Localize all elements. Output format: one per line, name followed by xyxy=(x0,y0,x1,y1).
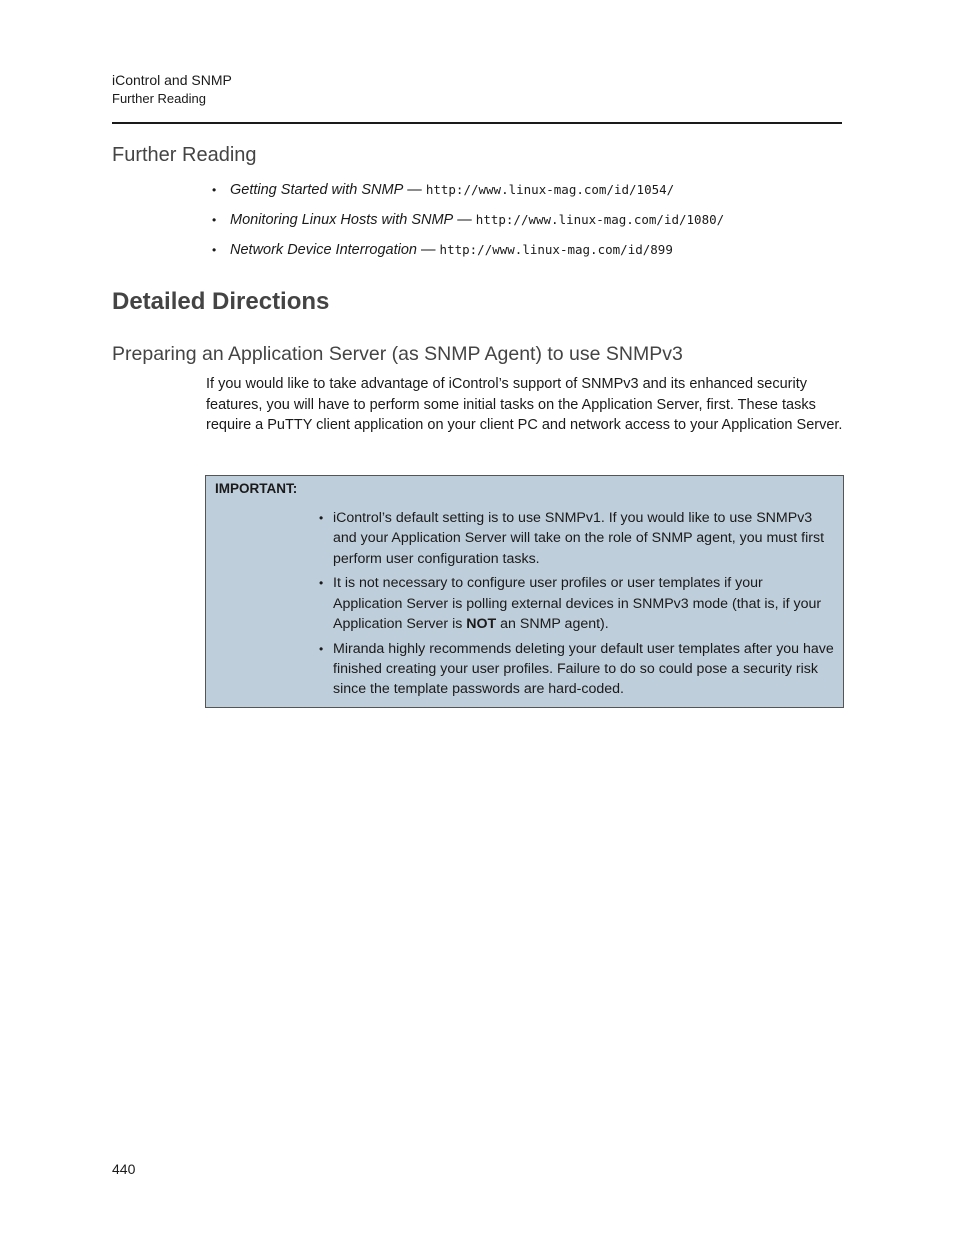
important-label: IMPORTANT: xyxy=(215,481,298,496)
important-item xyxy=(319,639,834,700)
reading-item-separator: — xyxy=(407,182,422,198)
running-header xyxy=(112,70,232,108)
important-note-box xyxy=(205,475,844,708)
running-header-section: Further Reading xyxy=(112,91,206,106)
important-item-text-pre: It is not necessary to configure user profiles or user templates if your Application Server is polling external devices in SNMPv3 mode (that is, if your Application Server is xyxy=(333,575,822,632)
page-number: 440 xyxy=(112,1161,136,1177)
important-item-text: iControl’s default setting is to use SNMPv1. If you would like to use SNMPv3 and your Application Server will take on the role of SNMP agent, you must first perform user configuration tasks. xyxy=(333,510,825,567)
reading-item-separator: — xyxy=(457,212,472,228)
reading-item[interactable] xyxy=(212,240,724,260)
intro-paragraph: If you would like to take advantage of iControl’s support of SNMPv3 and its enhanced security features, you will have to perform some initial tasks on the Application Server, first. These tasks require a PuTTY client application on your client PC and network access to your Application Server. xyxy=(206,376,843,433)
important-item-text: Miranda highly recommends deleting your default user templates after you have finished creating your user profiles. Failure to do so could pose a security risk since the template passwords are hard-coded. xyxy=(333,640,834,698)
reading-item-url[interactable]: http://www.linux-mag.com/id/899 xyxy=(439,242,673,257)
further-reading-heading: Further Reading xyxy=(112,144,257,166)
important-item-text-post: an SNMP agent). xyxy=(496,615,609,632)
important-item xyxy=(319,508,834,569)
reading-item[interactable] xyxy=(212,210,724,230)
reading-item-separator: — xyxy=(421,242,436,258)
important-item xyxy=(319,573,834,634)
important-item-emphasis: NOT xyxy=(466,615,497,632)
reading-item-title: Getting Started with SNMP xyxy=(230,182,404,198)
snmpv3-subheading: Preparing an Application Server (as SNMP Agent) to use SNMPv3 xyxy=(112,343,683,365)
further-reading-list xyxy=(212,180,724,270)
reading-item-url[interactable]: http://www.linux-mag.com/id/1054/ xyxy=(425,182,675,197)
detailed-directions-heading: Detailed Directions xyxy=(112,288,330,315)
header-rule xyxy=(112,122,842,124)
reading-item-title: Monitoring Linux Hosts with SNMP xyxy=(230,212,454,228)
reading-item[interactable] xyxy=(212,180,724,200)
reading-item-title: Network Device Interrogation xyxy=(230,242,417,258)
reading-item-url[interactable]: http://www.linux-mag.com/id/1080/ xyxy=(475,212,725,227)
running-header-title: iControl and SNMP xyxy=(112,72,232,88)
important-list xyxy=(319,508,834,704)
